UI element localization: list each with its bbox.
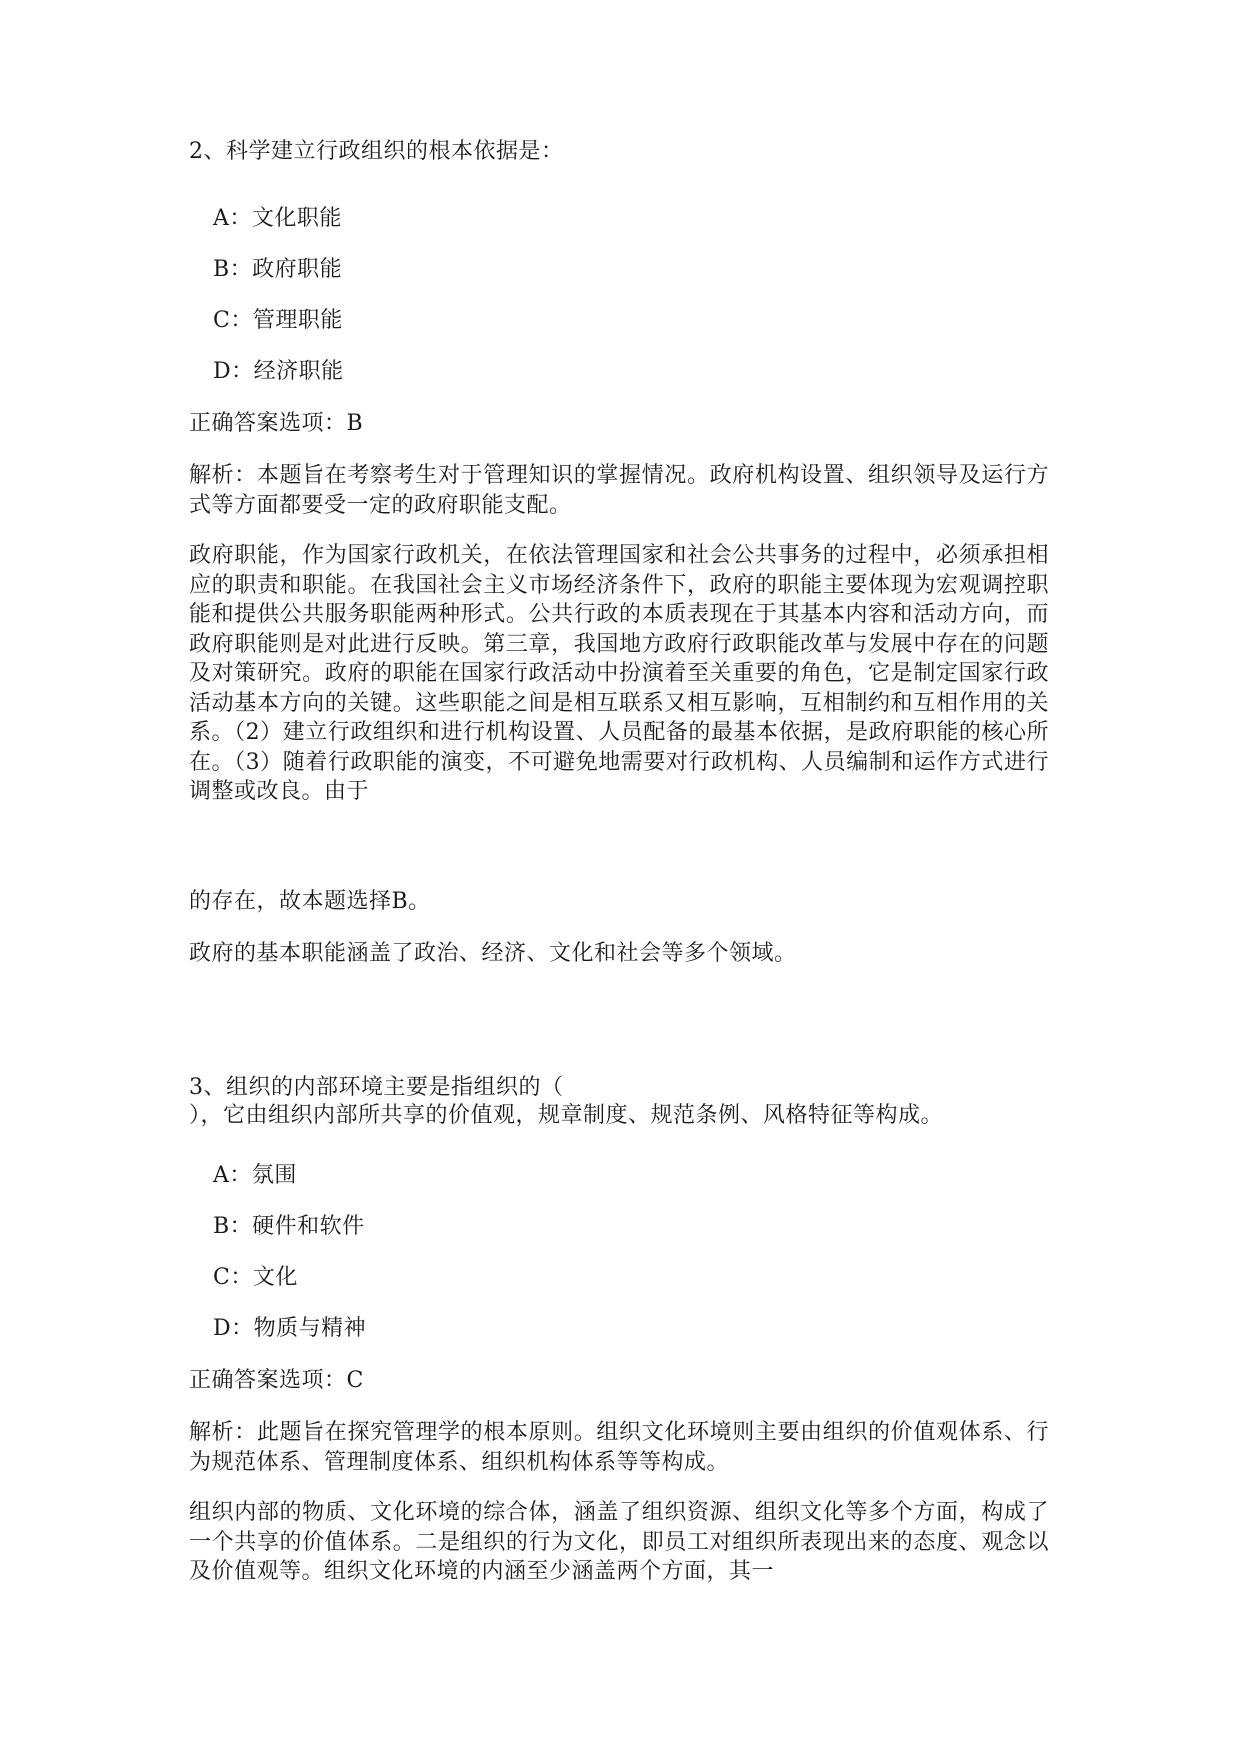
q3-analysis: 解析：此题旨在探究管理学的根本原则。组织文化环境则主要由组织的价值观体系、行为规范体系、管理制度体系、组织机构体系等等构成。 bbox=[189, 1420, 1049, 1475]
question-3-text-line-1: 3、组织的内部环境主要是指组织的（ bbox=[189, 1075, 564, 1100]
q2-conclusion: 的存在，故本题选择B。 bbox=[189, 889, 431, 914]
q3-explanation-body: 组织内部的物质、文化环境的综合体，涵盖了组织资源、组织文化等多个方面，构成了一个共享的价值体系。二是组织的行为文化，即员工对组织所表现出来的态度、观念以及价值观等。组织文化环境的内涵至少涵盖两个方面，其一 bbox=[189, 1500, 1049, 1584]
q3-answer: 正确答案选项：C bbox=[189, 1368, 364, 1393]
q2-option-a: A：文化职能 bbox=[213, 206, 342, 231]
q2-explanation-body: 政府职能，作为国家行政机关，在依法管理国家和社会公共事务的过程中，必须承担相应的职责和职能。在我国社会主义市场经济条件下，政府的职能主要体现为宏观调控职能和提供公共服务职能两种形式。公共行政的本质表现在于其基本内容和活动方向，而政府职能则是对此进行反映。第三章，我国地方政府行政职能改革与发展中存在的问题及对策研究。政府的职能在国家行政活动中扮演着至关重要的角色，它是制定国家行政活动基本方向的关键。这些职能之间是相互联系又相互影响，互相制约和互相作用的关系。（2）建立行政组织和进行机构设置、人员配备的最基本依据，是政府职能的核心所在。（3）随着行政职能的演变，不可避免地需要对行政机构、人员编制和运作方式进行调整或改良。由于 bbox=[189, 543, 1049, 804]
q2-extra-note: 政府的基本职能涵盖了政治、经济、文化和社会等多个领域。 bbox=[189, 941, 797, 966]
q3-option-a: A：氛围 bbox=[213, 1163, 297, 1188]
question-3-text-line-2: ），它由组织内部所共享的价值观，规章制度、规范条例、风格特征等构成。 bbox=[189, 1103, 944, 1128]
q3-option-d: D：物质与精神 bbox=[213, 1316, 367, 1341]
q2-option-c: C：管理职能 bbox=[213, 308, 343, 333]
q3-option-b: B：硬件和软件 bbox=[213, 1214, 365, 1239]
q2-option-d: D：经济职能 bbox=[213, 359, 344, 384]
q2-option-b: B：政府职能 bbox=[213, 257, 343, 282]
question-2-text: 2、科学建立行政组织的根本依据是： bbox=[189, 139, 564, 164]
q2-analysis: 解析：本题旨在考察考生对于管理知识的掌握情况。政府机构设置、组织领导及运行方式等方面都要受一定的政府职能支配。 bbox=[189, 463, 1049, 518]
q3-option-c: C：文化 bbox=[213, 1265, 298, 1290]
q2-answer: 正确答案选项：B bbox=[189, 411, 364, 436]
